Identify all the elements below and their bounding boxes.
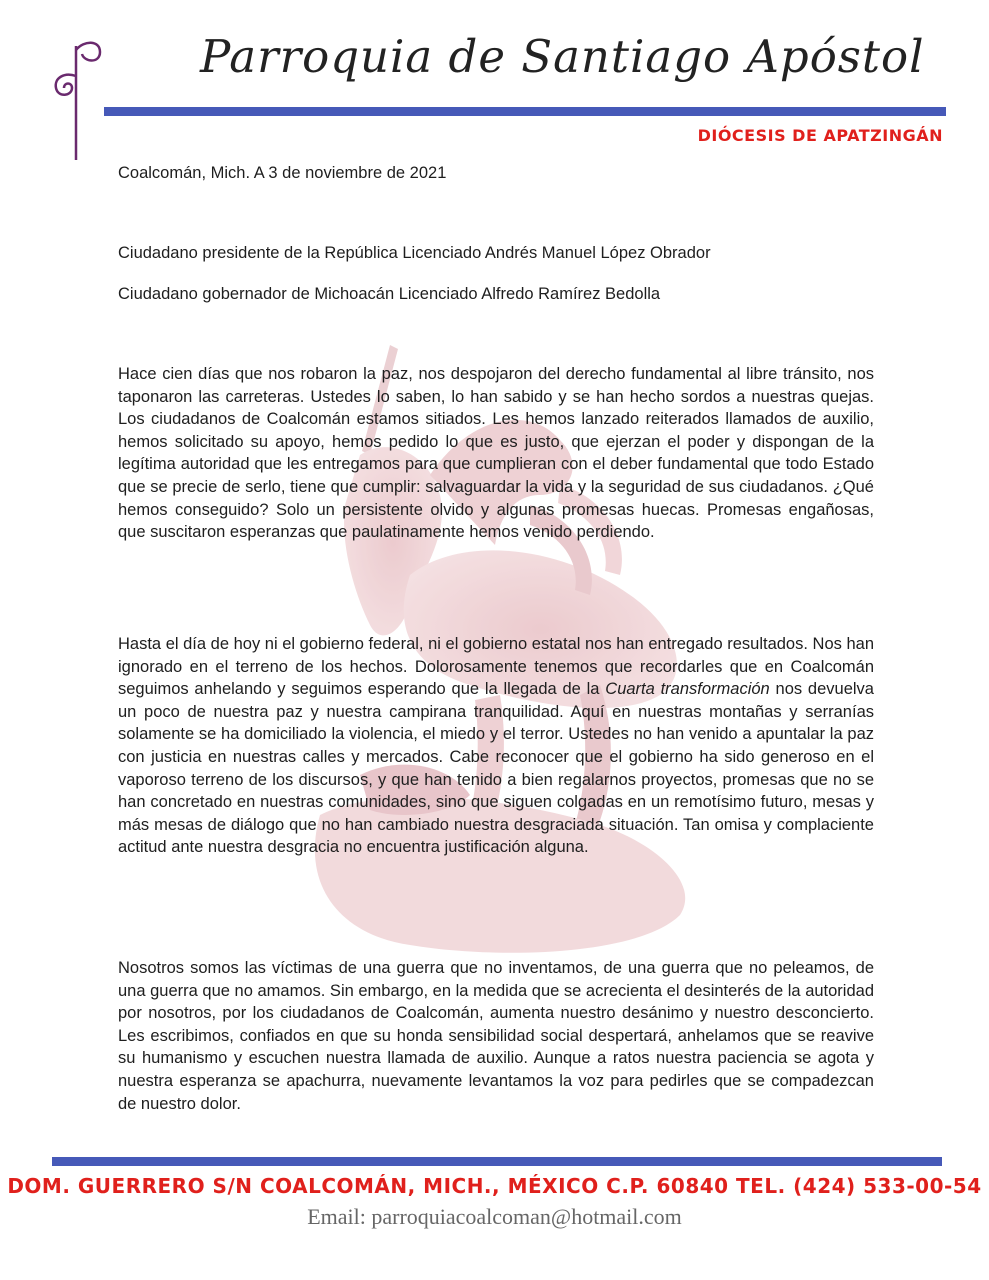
cuarta-transformacion-emphasis: Cuarta transformación bbox=[605, 680, 770, 699]
footer-email: Email: parroquiacoalcoman@hotmail.com bbox=[307, 1204, 682, 1229]
footer-rule bbox=[52, 1157, 942, 1166]
header-rule bbox=[104, 107, 946, 116]
letter-date: Coalcomán, Mich. A 3 de noviembre de 2021 bbox=[118, 164, 447, 182]
paragraph-2 bbox=[118, 633, 874, 859]
recipient-president: Ciudadano presidente de la República Licenciado Andrés Manuel López Obrador bbox=[118, 244, 711, 262]
paragraph-2-end: nos devuelva un poco de nuestra paz y nuestra campirana tranquilidad. Aquí en nuestras montañas y serranías solamente se ha domiciliado la violencia, el miedo y el terror. Ustedes no han venido a apuntalar la paz con justicia en nuestras calles y mercados. Cabe reconocer que el gobierno ha sido generoso en el vaporoso terreno de los discursos, y que han tenido a bien regalarnos proyectos, promesas que no se han concretado en nuestras comunidades, sino que siguen colgadas en un remotísimo futuro, mesas y más mesas de diálogo que no han cambiado nuestra desgraciada situación. Tan omisa y complaciente actitud ante nuestra desgracia no encuentra justificación alguna. bbox=[118, 680, 874, 857]
parish-title: Parroquia de Santiago Apóstol bbox=[200, 30, 925, 83]
paragraph-3: Nosotros somos las víctimas de una guerra que no inventamos, de una guerra que no peleamos, de una guerra que no amamos. Sin embargo, en la medida que se acrecienta el desinterés de la autoridad por nosotros, por los ciudadanos de Coalcomán, aumenta nuestro desánimo y nuestro desconcierto. Les escribimos, confiados en que su honda sensibilidad social despertará, anhelamos que se reavive su humanismo y escuchen nuestra llamada de auxilio. Aunque a ratos nuestra paciencia se agota y nuestra esperanza se apachurra, nuevamente levantamos la voz para pedirles que se compadezcan de nuestro dolor. bbox=[118, 959, 874, 1113]
paragraph-1: Hace cien días que nos robaron la paz, nos despojaron del derecho fundamental al libre tránsito, nos taponaron las carreteras. Ustedes lo saben, lo han sabido y se han hecho sordos a nuestras quejas. Los ciudadanos de Coalcomán estamos sitiados. Les hemos lanzado reiterados llamados de auxilio, hemos solicitado su apoyo, hemos pedido lo que es justo, que ejerzan el poder y dispongan de la legítima autoridad que les entregamos para que cumplieran con el deber fundamental que todo Estado que se precie de serlo, tiene que cumplir: salvaguardar la vida y la seguridad de sus ciudadanos. ¿Qué hemos conseguido? Solo un persistente olvido y algunas promesas huecas. Promesas engañosas, que suscitaron esperanzas que paulatinamente hemos venido perdiendo. bbox=[118, 365, 874, 542]
paragraph-2-start: Hasta el día de hoy ni el gobierno federal, ni el gobierno estatal nos han entregado resultados. Nos han ignorado en el terreno de los hechos. Dolorosamente tenemos que recordarles que en Coalcomán seguimos anhelando y seguimos esperando que la llegada de la bbox=[118, 635, 874, 699]
diocese-label: DIÓCESIS DE APATZINGÁN bbox=[697, 126, 943, 145]
footer-address: DOM. GUERRERO S/N COALCOMÁN, MICH., MÉXICO C.P. 60840 TEL. (424) 533-00-54 bbox=[7, 1174, 982, 1198]
recipient-governor: Ciudadano gobernador de Michoacán Licenciado Alfredo Ramírez Bedolla bbox=[118, 285, 661, 303]
parish-logo-icon bbox=[50, 36, 110, 164]
